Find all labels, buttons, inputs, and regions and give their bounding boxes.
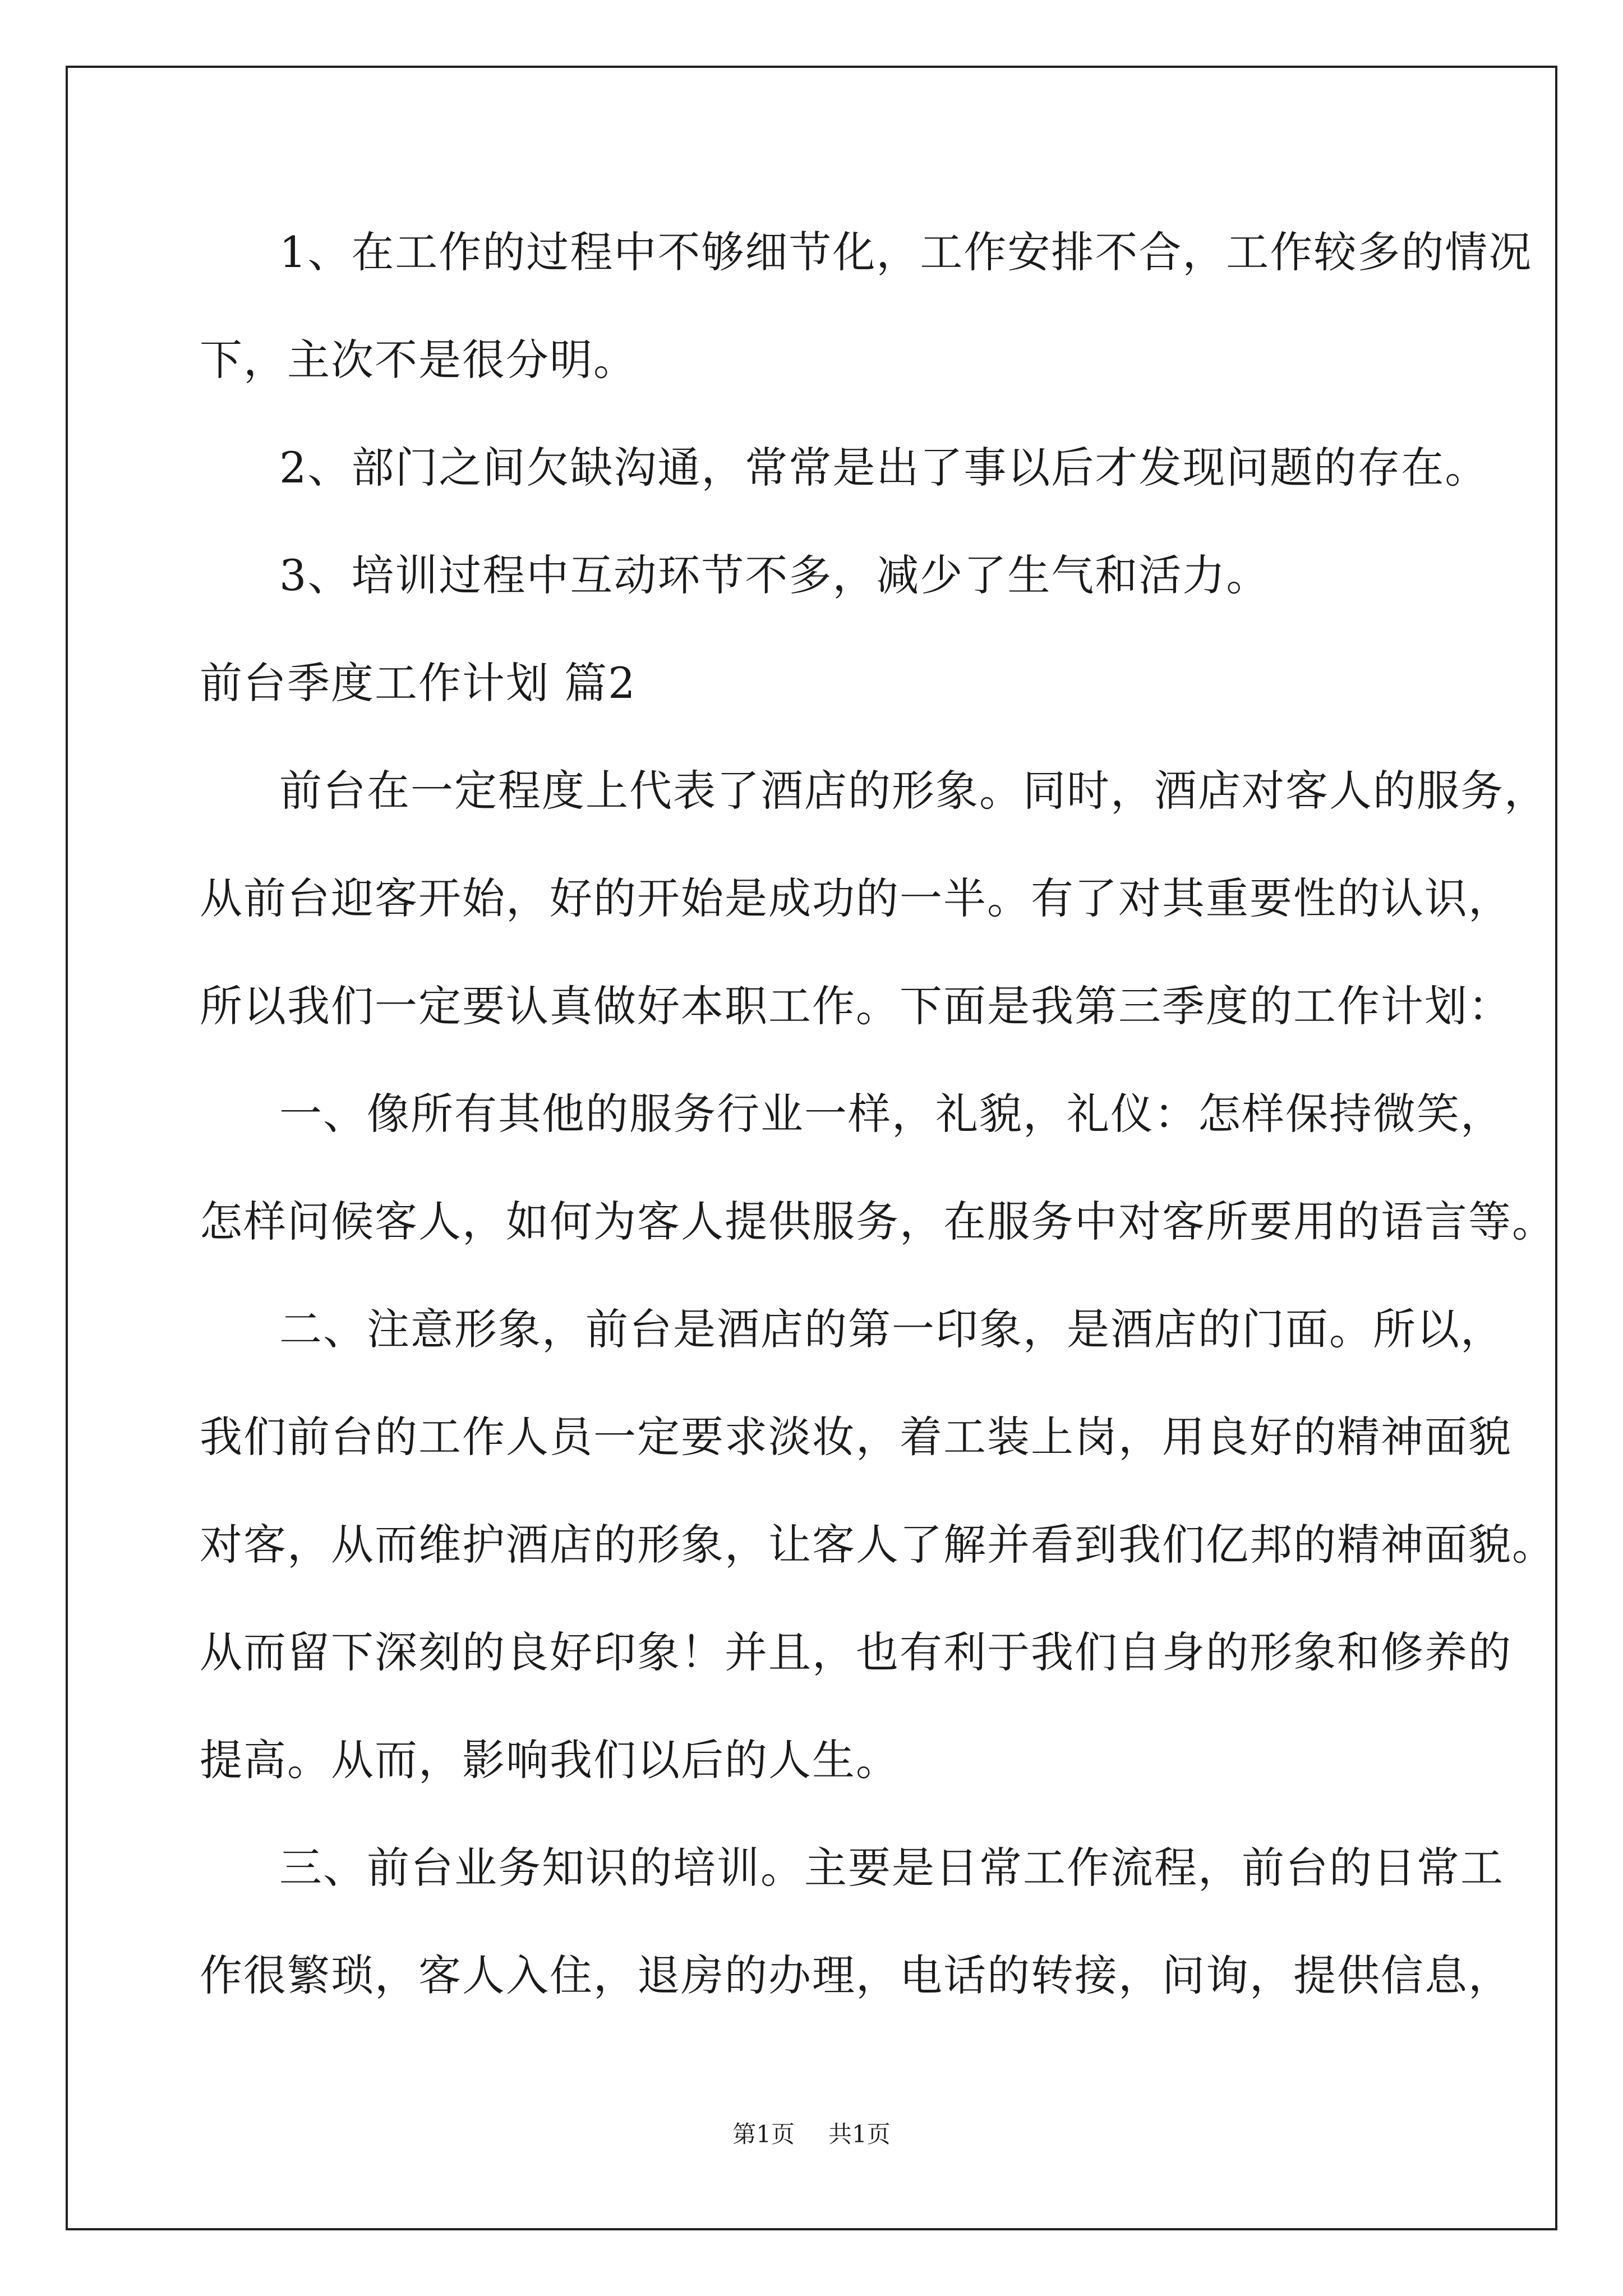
page-border	[66, 66, 1557, 2230]
page-number-total: 共1页	[828, 2120, 891, 2148]
page-number-current: 第1页	[732, 2120, 795, 2148]
page-footer	[0, 2119, 1623, 2150]
list-item-3-line-1: 3、培训过程中互动环节不多，减少了生气和活力。	[279, 550, 1270, 600]
list-item-2-line-1: 2、部门之间欠缺沟通，常常是出了事以后才发现问题的存在。	[279, 443, 1489, 493]
paragraph-3-line-1: 二、注意形象，前台是酒店的第一印象，是酒店的门面。所以，	[279, 1304, 1504, 1354]
paragraph-3-line-5: 提高。从而，影响我们以后的人生。	[200, 1735, 900, 1785]
paragraph-2-line-2: 怎样问候客人，如何为客人提供服务，在服务中对客所要用的语言等。	[200, 1197, 1556, 1246]
paragraph-1-line-1: 前台在一定程度上代表了酒店的形象。同时，酒店对客人的服务，	[279, 766, 1548, 816]
paragraph-1-line-3: 所以我们一定要认真做好本职工作。下面是我第三季度的工作计划：	[200, 981, 1512, 1031]
paragraph-4-line-1: 三、前台业务知识的培训。主要是日常工作流程，前台的日常工	[279, 1843, 1504, 1893]
paragraph-3-line-4: 从而留下深刻的良好印象！并且，也有利于我们自身的形象和修养的	[200, 1627, 1512, 1677]
paragraph-4-line-2: 作很繁琐，客人入住，退房的办理，电话的转接，问询，提供信息，	[200, 1950, 1512, 2000]
section-heading: 前台季度工作计划 篇2	[200, 658, 637, 708]
paragraph-2-line-1: 一、像所有其他的服务行业一样，礼貌，礼仪：怎样保持微笑，	[279, 1089, 1504, 1139]
paragraph-3-line-3: 对客，从而维护酒店的形象，让客人了解并看到我们亿邦的精神面貌。	[200, 1520, 1556, 1570]
list-item-1-line-1: 1、在工作的过程中不够细节化，工作安排不合，工作较多的情况	[279, 227, 1533, 277]
paragraph-1-line-2: 从前台迎客开始，好的开始是成功的一半。有了对其重要性的认识，	[200, 873, 1512, 923]
list-item-1-line-2: 下，主次不是很分明。	[200, 335, 637, 385]
paragraph-3-line-2: 我们前台的工作人员一定要求淡妆，着工装上岗，用良好的精神面貌	[200, 1412, 1512, 1462]
